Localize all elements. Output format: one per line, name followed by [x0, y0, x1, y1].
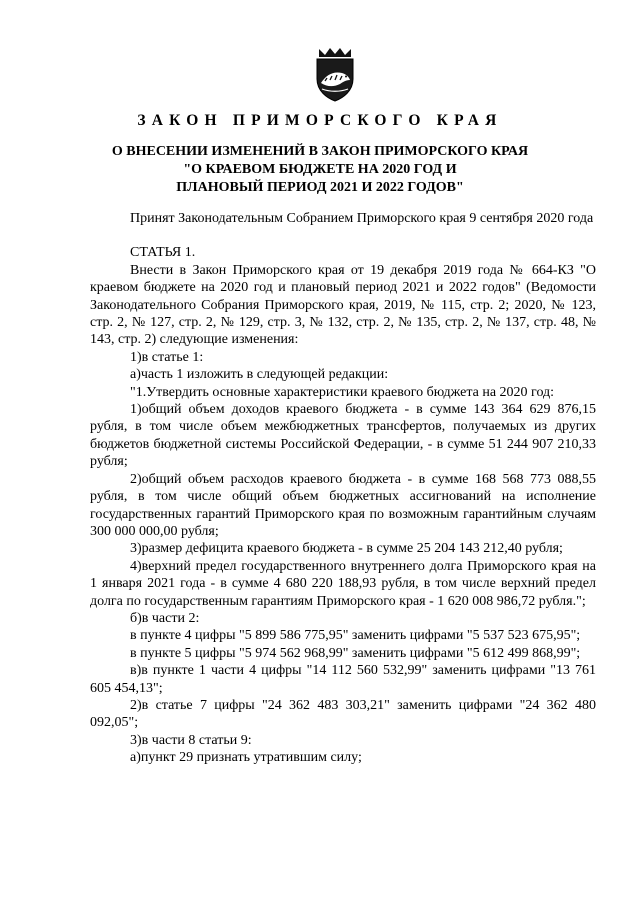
paragraph-intro: Внести в Закон Приморского края от 19 декабря 2019 года № 664-КЗ "О краевом бюджете на 2020 год и плановый период 2021 и 2022 годов" (Ведомости Законодательного Собрания Приморского края, 2019, № 115, стр. 2; 2020, № 123, стр. 2, № 127, стр. 2, № 129, стр. 3, № 132, стр. 2, № 135, стр. 2, № 137, стр. 48, № 143, стр. 2) следующие изменения: — [90, 262, 596, 348]
list-item: 1)общий объем доходов краевого бюджета - в сумме 143 364 629 876,15 рубля, в том числе объем межбюджетных трансфертов, получаемых из других бюджетов бюджетной системы Российской Федерации, - в сумме 51 244 907 210,33 рубля; — [90, 402, 596, 470]
list-item: 3)в части 8 статьи 9: — [130, 732, 252, 748]
adoption-note: Принят Законодательным Собранием Приморского края 9 сентября 2020 года — [130, 211, 594, 226]
list-item: а)пункт 29 признать утратившим силу; — [130, 750, 362, 766]
list-item: 4)верхний предел государственного внутреннего долга Приморского края на 1 января 2021 года - в сумме 4 680 220 188,93 рубля, в том числе верхний предел долга по государственным гарантиям Приморского края - 1 620 008 986,72 рубля."; — [90, 558, 596, 609]
list-item: 2)общий объем расходов краевого бюджета - в сумме 168 568 773 088,55 рубля, в том числе общий объем бюджетных ассигнований на исполнение государственных гарантий Приморского края по возможным гарантийным случаям 300 000 000,00 рубля; — [90, 471, 596, 539]
list-item: 1)в статье 1: — [130, 349, 204, 365]
list-item: б)в части 2: — [130, 610, 200, 626]
article-heading: СТАТЬЯ 1. — [130, 245, 196, 261]
subtitle-line: ПЛАНОВЫЙ ПЕРИОД 2021 И 2022 ГОДОВ" — [176, 180, 464, 195]
subtitle-line: "О КРАЕВОМ БЮДЖЕТЕ НА 2020 ГОД И — [183, 162, 457, 177]
list-item: 3)размер дефицита краевого бюджета - в сумме 25 204 143 212,40 рубля; — [130, 541, 563, 557]
law-body — [90, 210, 596, 767]
list-item: "1.Утвердить основные характеристики краевого бюджета на 2020 год: — [130, 384, 555, 400]
list-item: в)в пункте 1 части 4 цифры "14 112 560 532,99" заменить цифрами "13 761 605 454,13"; — [90, 663, 596, 696]
list-item: а)часть 1 изложить в следующей редакции: — [130, 367, 389, 383]
primorsky-coat-of-arms-icon — [312, 43, 358, 103]
list-item: в пункте 4 цифры "5 899 586 775,95" заменить цифрами "5 537 523 675,95"; — [130, 628, 581, 644]
list-item: 2)в статье 7 цифры "24 362 483 303,21" заменить цифрами "24 362 480 092,05"; — [90, 697, 596, 731]
list-item: в пункте 5 цифры "5 974 562 968,99" заменить цифрами "5 612 499 868,99"; — [130, 645, 581, 661]
law-title: ЗАКОН ПРИМОРСКОГО КРАЯ — [137, 112, 503, 129]
subtitle-line: О ВНЕСЕНИИ ИЗМЕНЕНИЙ В ЗАКОН ПРИМОРСКОГО КРАЯ — [111, 144, 529, 159]
law-subtitle — [60, 143, 580, 197]
